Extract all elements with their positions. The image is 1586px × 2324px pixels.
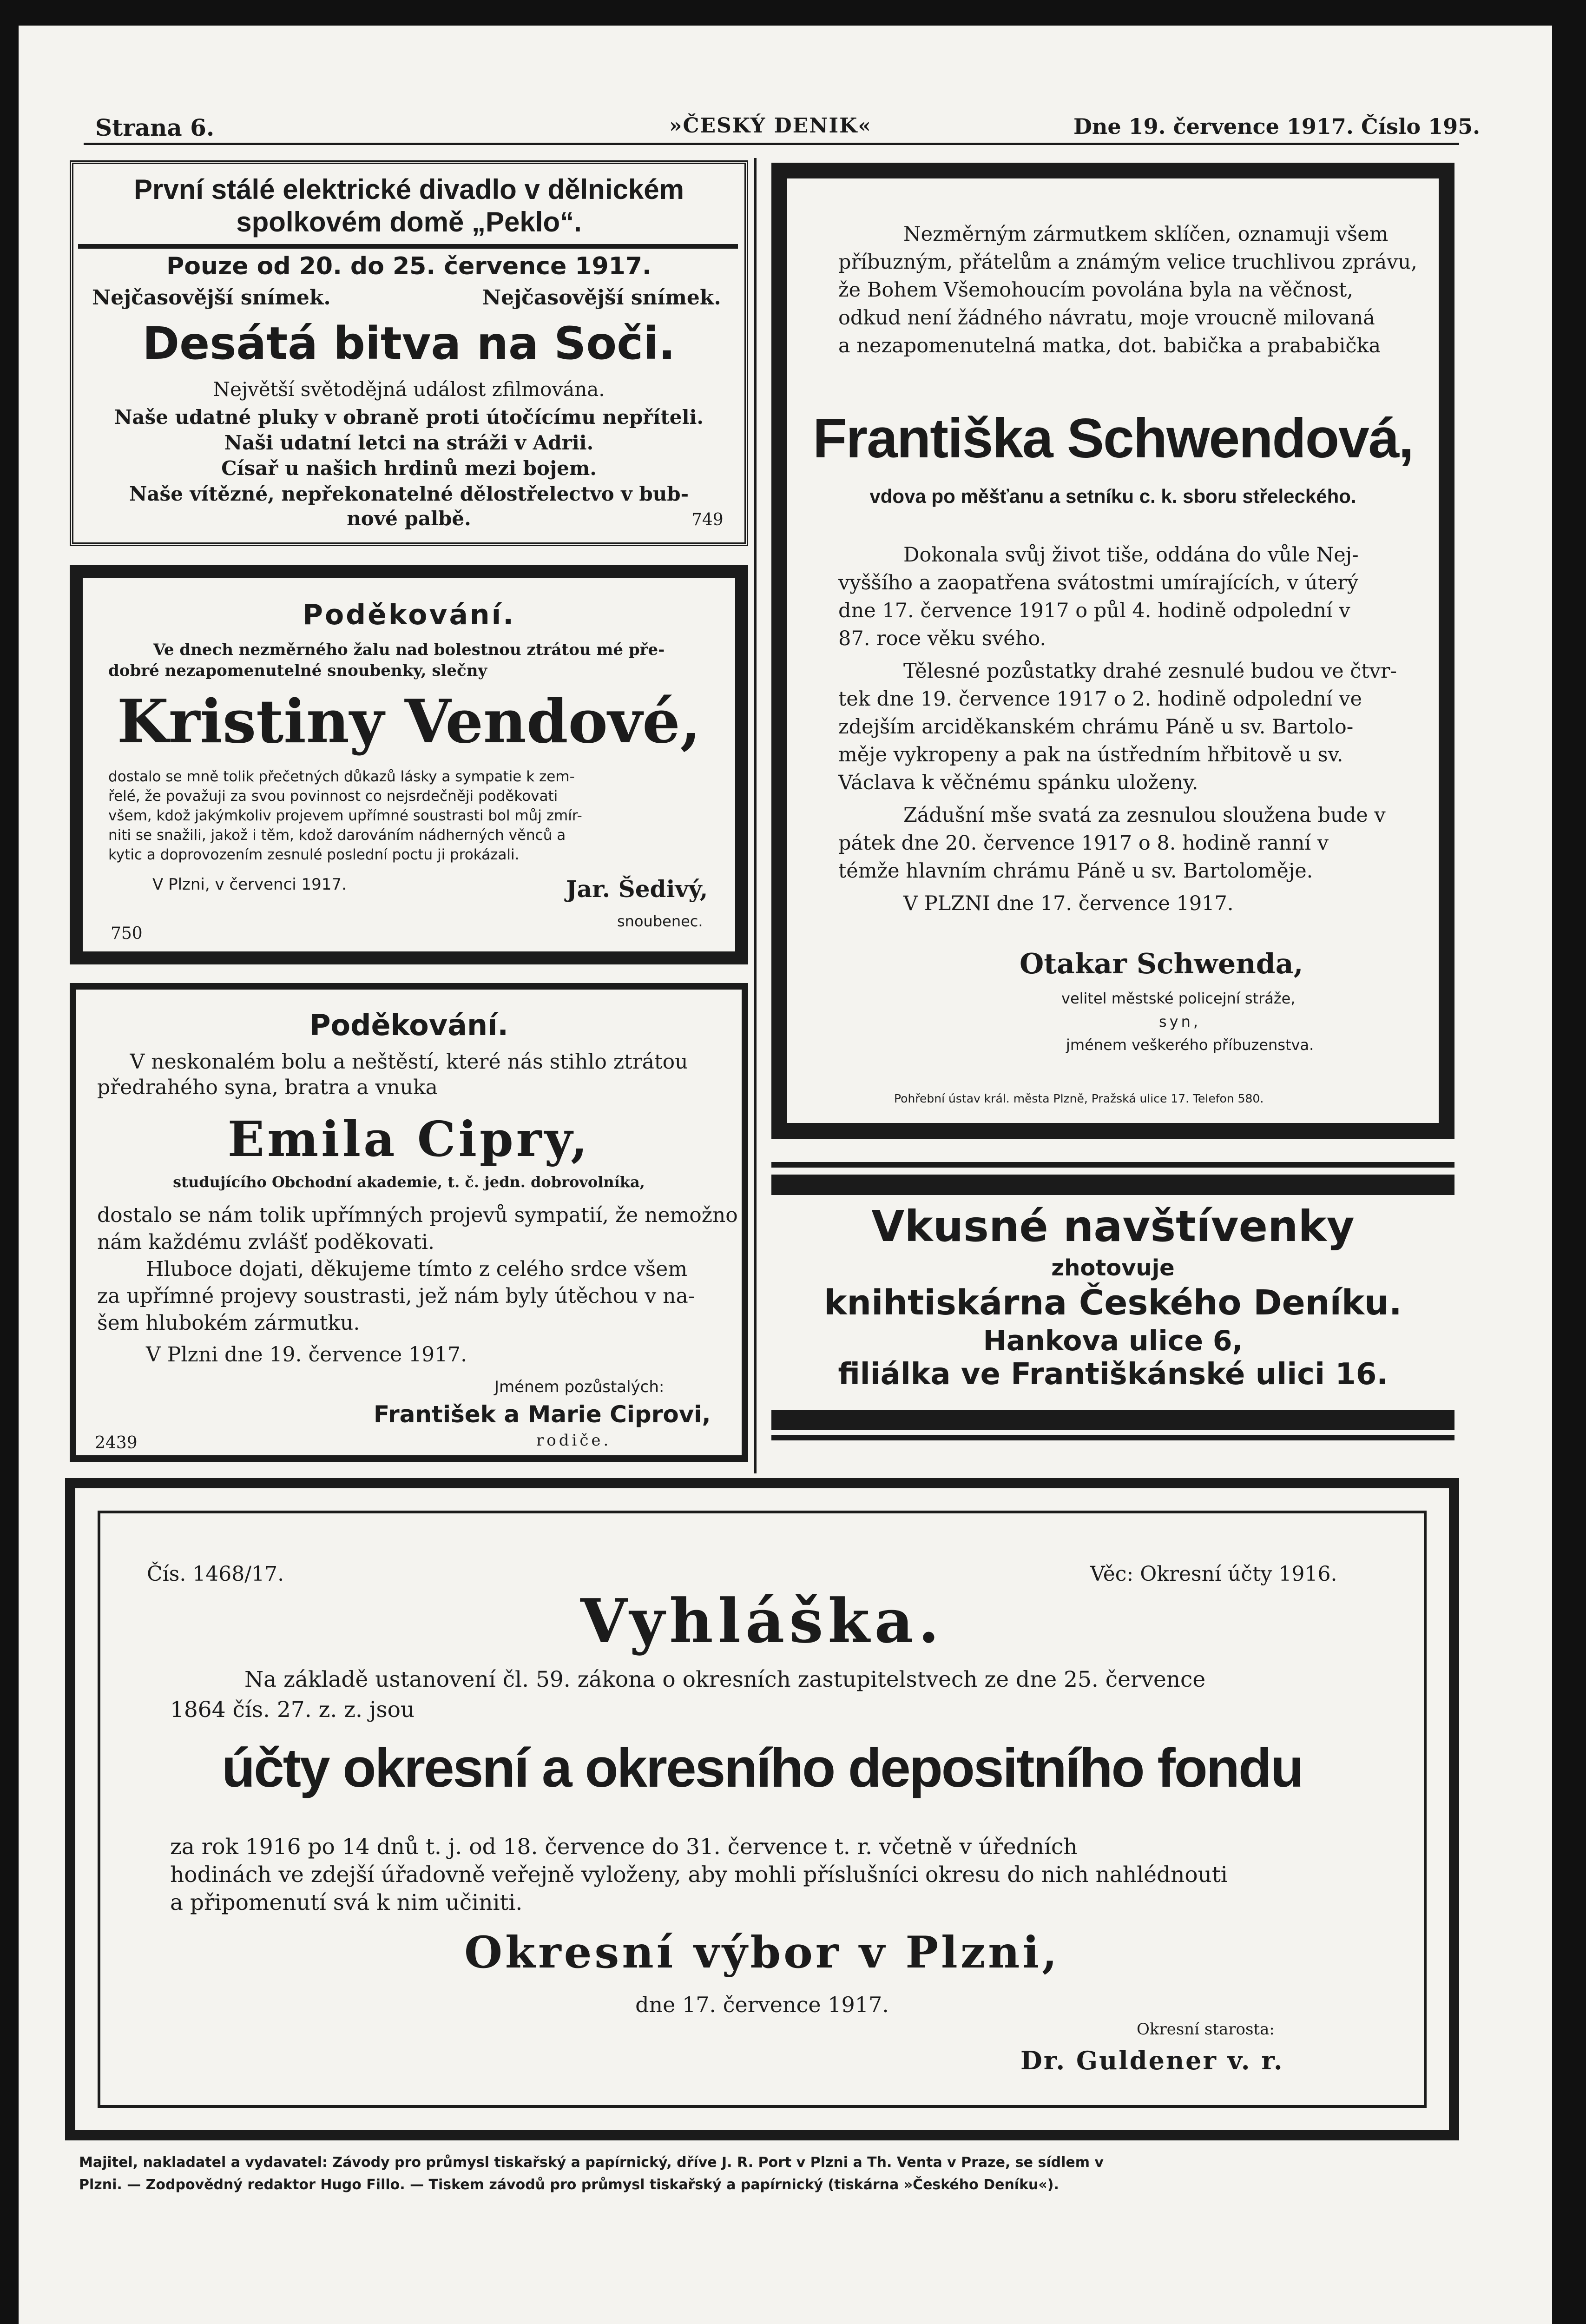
thanks1-title: Poděkování. [302, 599, 516, 631]
theatre-line-3: Císař u našich hrdinů mezi bojem. [221, 457, 597, 480]
theatre-latest-right: Nejčasovější snímek. [482, 286, 721, 310]
notice-authority: Okresní výbor v Plzni, [464, 1927, 1060, 1978]
issue-date: Dne 19. července 1917. Číslo 195. [1073, 114, 1481, 139]
page-number: Strana 6. [95, 114, 215, 141]
obit-sub: vdova po měšťanu a setníku c. k. sboru střeleckého. [869, 485, 1356, 507]
thanks2-body-2: nám každému zvlášť poděkovati. [97, 1230, 435, 1254]
obit-signer: Otakar Schwenda, [1020, 948, 1303, 980]
notice-starosta: Dr. Guldener v. r. [1020, 2046, 1284, 2075]
obit-s3: témže hlavním chrámu Páně u sv. Bartoloměje. [838, 859, 1313, 883]
obit-q4: 87. roce věku svého. [838, 627, 1046, 650]
theatre-sub: Největší světodějná událost zfilmována. [213, 378, 605, 401]
thanks1-body-3: všem, kdož jakýmkoliv projevem upřímné soustrasti bol můj zmír- [108, 807, 582, 824]
thanks2-name: Emila Cipry, [227, 1110, 591, 1168]
thanks-emila [70, 983, 748, 1462]
obit-r5: Václava k věčnému spánku uloženy. [838, 771, 1198, 794]
cards-line-2: zhotovuje [1051, 1255, 1175, 1281]
obit-place-date: V PLZNI dne 17. července 1917. [903, 892, 1234, 915]
obit-footer: Pohřební ústav král. města Plzně, Pražská ulice 17. Telefon 580. [894, 1092, 1264, 1105]
obit-r1: Tělesné pozůstatky drahé zesnulé budou ve čtvr- [903, 660, 1397, 683]
thanks1-body-4: niti se snažili, jakož i těm, kdož darováním nádherných věnců a [108, 827, 566, 844]
thanks1-intro-1: Ve dnech nezměrného žalu nad bolestnou ztrátou mé pře- [153, 640, 665, 659]
imprint-line-2: Plzni. — Zodpovědný redaktor Hugo Fillo. — Tiskem závodů pro průmysl tiskařský a papírnický (tiskárna »Českého Deníku«). [79, 2177, 1059, 2193]
obit-name: Františka Schwendová, [813, 407, 1413, 469]
business-cards-ad [771, 1197, 1454, 1411]
cards-bottom-rule [771, 1435, 1454, 1440]
obit-p2: příbuzným, přátelům a známým velice truchlivou zprávu, [838, 251, 1417, 274]
imprint-line-1: Majitel, nakladatel a vydavatel: Závody pro průmysl tiskařský a papírnický, dříve J. R. Port v Plzni a Th. Venta v Praze, se sídlem v [79, 2154, 1104, 2171]
obit-syn: syn, [1159, 1013, 1201, 1030]
cards-line-5: filiálka ve Františkánské ulici 16. [838, 1357, 1388, 1392]
obit-r2: tek dne 19. července 1917 o 2. hodině odpolední ve [838, 687, 1362, 711]
cards-line-4: Hankova ulice 6, [983, 1325, 1243, 1357]
obit-on-behalf: jménem veškerého příbuzenstva. [1066, 1036, 1314, 1054]
thanks1-name: Kristiny Vendové, [117, 687, 701, 757]
notice-headline: účty okresní a okresního depositního fondu [221, 1737, 1303, 1799]
obit-s2: pátek dne 20. července 1917 o 8. hodině ranní v [838, 832, 1329, 855]
obit-p1: Nezměrným zármutkem sklíčen, oznamuji všem [903, 223, 1389, 246]
obit-p5: a nezapomenutelná matka, dot. babička a prababička [838, 334, 1381, 357]
notice-b3: a připomenutí svá k nim učiniti. [170, 1890, 523, 1915]
column-divider [754, 158, 757, 1473]
theatre-title-1: První stálé elektrické divadlo v dělnickém [134, 174, 684, 205]
thanks1-intro-2: dobré nezapomenutelné snoubenky, slečny [108, 661, 487, 680]
obit-r4: měje vykropeny a pak na ústředním hřbitově u sv. [838, 743, 1343, 766]
notice-b1: za rok 1916 po 14 dnů t. j. od 18. července do 31. července t. r. včetně v úředních [170, 1834, 1078, 1860]
theatre-title-2: spolkovém domě „Peklo“. [236, 206, 582, 238]
obituary-notice [771, 163, 1454, 1139]
thanks2-intro-2: předrahého syna, bratra a vnuka [97, 1076, 438, 1099]
obit-r3: zdejším arciděkanském chrámu Páně u sv. Bartolo- [838, 715, 1354, 739]
thanks1-number: 750 [111, 924, 143, 943]
obit-q3: dne 17. července 1917 o půl 4. hodině odpolední v [838, 599, 1350, 622]
masthead: »ČESKÝ DENIK« [669, 114, 872, 138]
cards-top-rule [771, 1162, 1454, 1168]
thanks2-body-1: dostalo se nám tolik upřímných projevů sympatií, že nemožno [97, 1203, 738, 1227]
notice-title: Vyhláška. [580, 1585, 944, 1657]
thanks2-body-5: šem hlubokém zármutku. [97, 1311, 360, 1335]
cards-bottom-band [771, 1410, 1454, 1430]
newspaper-page [19, 26, 1552, 2324]
theatre-headline: Desátá bitva na Soči. [142, 317, 676, 370]
notice-p2: 1864 čís. 27. z. z. jsou [170, 1697, 415, 1723]
thanks-kristiny [70, 565, 748, 964]
thanks2-intro-1: V neskonalém bolu a neštěstí, které nás stihlo ztrátou [130, 1050, 688, 1074]
notice-body [100, 1513, 1424, 2105]
notice-starosta-label: Okresní starosta: [1137, 2020, 1275, 2039]
thanks1-place-date: V Plzni, v červenci 1917. [152, 875, 347, 894]
notice-ref: Čís. 1468/17. [147, 1562, 284, 1586]
thanks1-role: snoubenec. [617, 912, 703, 930]
thanks2-on-behalf: Jménem pozůstalých: [494, 1378, 665, 1396]
theatre-line-2: Naši udatní letci na stráži v Adrii. [224, 431, 594, 454]
notice-subject: Věc: Okresní účty 1916. [1090, 1562, 1337, 1586]
theatre-number: 749 [691, 510, 724, 529]
obit-q2: vyššího a zaopatřena svátostmi umírajících, v úterý [838, 571, 1359, 594]
notice-date: dne 17. července 1917. [635, 1992, 889, 2017]
thanks2-body-4: za upřímné projevy soustrasti, jež nám byly útěchou v na- [97, 1284, 695, 1308]
obit-p4: odkud není žádného návratu, moje vroucně milovaná [838, 306, 1375, 330]
header-rule [84, 143, 1459, 145]
thanks2-title: Poděkování. [309, 1008, 508, 1042]
cards-line-1: Vkusné navštívenky [871, 1202, 1355, 1251]
notice-b2: hodinách ve zdejší úřadovně veřejně vyloženy, aby mohli příslušníci okresu do nich nahlédnouti [170, 1862, 1228, 1888]
theatre-ad [70, 160, 748, 546]
obit-signer-role: velitel městské policejní stráže, [1061, 990, 1296, 1007]
cards-top-band [771, 1175, 1454, 1195]
thanks2-signer: František a Marie Ciprovi, [374, 1401, 711, 1428]
thanks1-body-1: dostalo se mně tolik přečetných důkazů lásky a sympatie k zem- [108, 768, 575, 785]
thanks2-number: 2439 [95, 1433, 138, 1452]
thanks2-sub: studujícího Obchodní akademie, t. č. jedn. dobrovolníka, [173, 1173, 645, 1191]
theatre-line-5: nové palbě. [347, 507, 471, 530]
theatre-dates: Pouze od 20. do 25. července 1917. [166, 252, 652, 280]
obit-q1: Dokonala svůj život tiše, oddána do vůle Nej- [903, 543, 1359, 567]
thanks2-place-date: V Plzni dne 19. července 1917. [146, 1343, 467, 1367]
thanks2-role: rodiče. [536, 1431, 612, 1450]
theatre-latest-left: Nejčasovější snímek. [92, 286, 331, 310]
thanks2-body-3: Hluboce dojati, děkujeme tímto z celého srdce všem [146, 1257, 688, 1281]
thanks1-signer: Jar. Šedivý, [566, 875, 708, 903]
theatre-rule [78, 244, 738, 249]
thanks1-body-2: řelé, že považuji za svou povinnost co nejsrdečněji poděkovati [108, 788, 558, 805]
thanks1-body-5: kytic a doprovozením zesnulé poslední poctu ji prokázali. [108, 846, 520, 863]
obit-s1: Zádušní mše svatá za zesnulou sloužena bude v [903, 804, 1386, 827]
obit-p3: že Bohem Všemohoucím povolána byla na věčnost, [838, 278, 1353, 302]
theatre-line-1: Naše udatné pluky v obraně proti útočícímu nepříteli. [114, 406, 704, 429]
cards-line-3: knihtiskárna Českého Deníku. [824, 1283, 1402, 1323]
notice-p1: Na základě ustanovení čl. 59. zákona o okresních zastupitelstvech ze dne 25. července [244, 1667, 1206, 1692]
theatre-line-4: Naše vítězné, nepřekonatelné dělostřelectvo v bub- [129, 482, 689, 505]
